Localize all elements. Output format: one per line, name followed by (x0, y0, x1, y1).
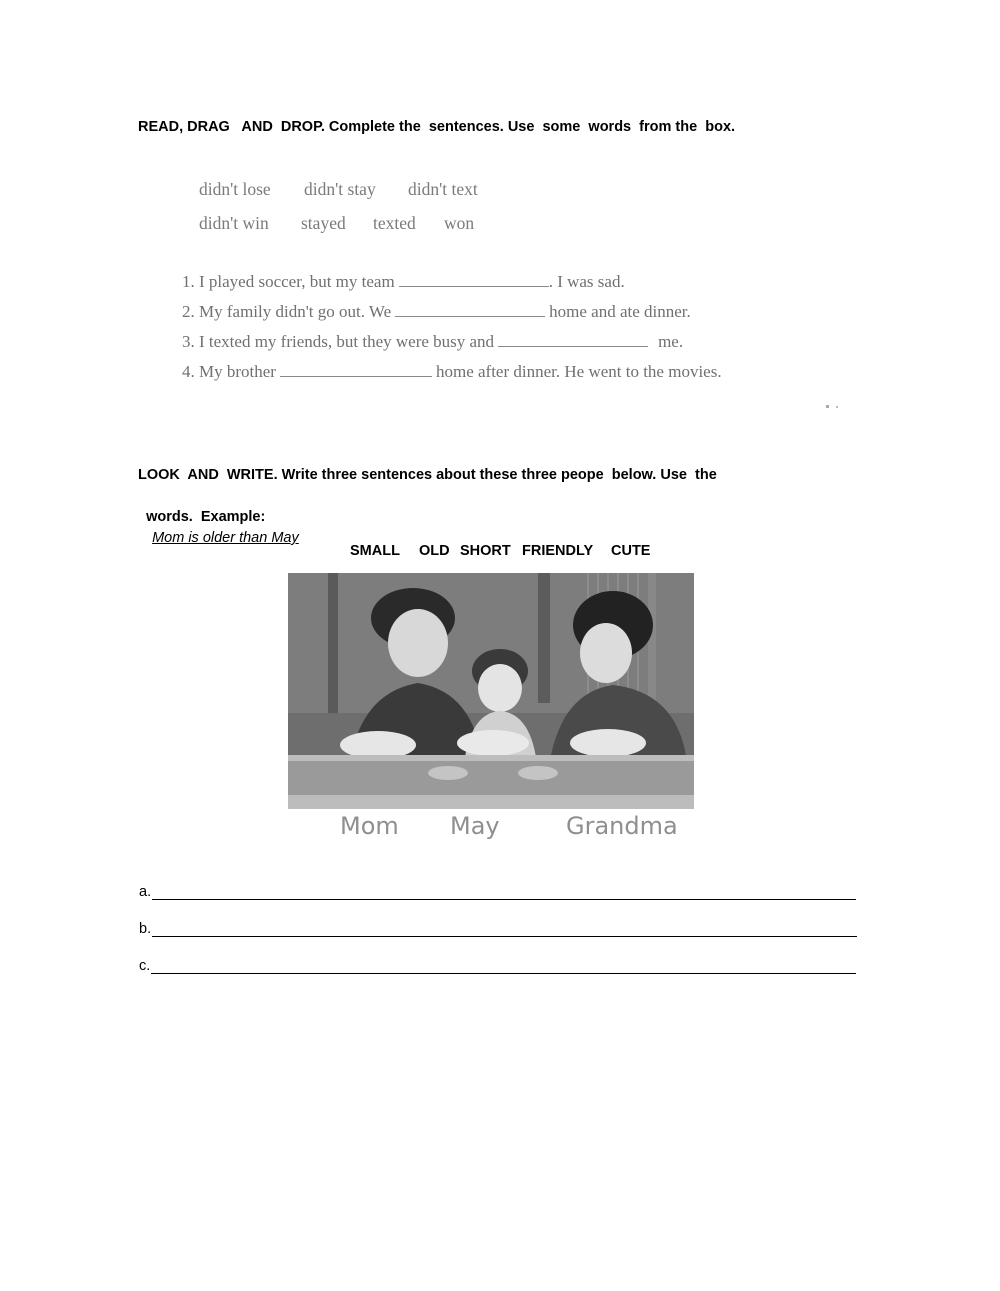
caption-mom: Mom (340, 812, 399, 840)
answer-rule[interactable] (151, 960, 856, 974)
sentence-text: 2. My family didn't go out. We (182, 302, 392, 321)
sentence-text: 1. I played soccer, but my team (182, 272, 395, 291)
sentence-1 (182, 272, 625, 292)
section2-instruction: LOOK AND WRITE. Write three sentences about these three peope below. Use the (138, 467, 717, 483)
word-bank-item[interactable]: won (444, 213, 475, 233)
family-photo-illustration (288, 573, 694, 809)
drop-blank[interactable] (395, 304, 545, 317)
family-photo (288, 573, 694, 809)
word-bank-item[interactable]: didn't win (199, 213, 269, 233)
word-bank-item[interactable]: texted (373, 213, 416, 233)
drop-blank[interactable] (399, 274, 549, 287)
answer-label: a. (139, 884, 152, 900)
word-item: OLD (419, 543, 450, 559)
drop-blank[interactable] (280, 364, 432, 377)
caption-grandma: Grandma (566, 812, 678, 840)
word-item: SMALL (350, 543, 400, 559)
sentence-text: home after dinner. He went to the movies. (435, 362, 722, 381)
answer-label: b. (139, 921, 152, 937)
caption-may: May (450, 812, 500, 840)
sentence-text: 3. I texted my friends, but they were busy and (182, 332, 495, 351)
section1-instruction: READ, DRAG AND DROP. Complete the sentences. Use some words from the box. (138, 119, 736, 135)
sentence-4 (182, 362, 722, 382)
answer-rule[interactable] (152, 923, 857, 937)
section2-instruction-text: words. Example: (146, 509, 266, 525)
word-bank-item[interactable]: didn't lose (199, 179, 271, 199)
sentence-3 (182, 332, 683, 352)
scan-mark (836, 406, 838, 408)
example-sentence: Mom is older than May (152, 530, 299, 546)
sentence-2 (182, 302, 691, 322)
answer-rule[interactable] (152, 886, 856, 900)
scan-mark (826, 405, 829, 408)
sentence-text: me. (658, 332, 684, 351)
sentence-text: home and ate dinner. (549, 302, 691, 321)
word-item: CUTE (611, 543, 651, 559)
answer-line-a[interactable] (139, 884, 856, 900)
answer-label: c. (139, 958, 151, 974)
answer-line-c[interactable] (139, 958, 856, 974)
word-item: SHORT (460, 543, 511, 559)
drop-blank[interactable] (498, 334, 648, 347)
section2-instruction-line2 (138, 486, 299, 549)
answer-line-b[interactable] (139, 921, 857, 937)
word-bank-item[interactable]: didn't text (408, 179, 478, 199)
sentence-text: 4. My brother (182, 362, 276, 381)
word-bank-item[interactable]: didn't stay (304, 179, 376, 199)
word-bank-item[interactable]: stayed (301, 213, 346, 233)
word-item: FRIENDLY (522, 543, 594, 559)
sentence-text: . I was sad. (548, 272, 625, 291)
